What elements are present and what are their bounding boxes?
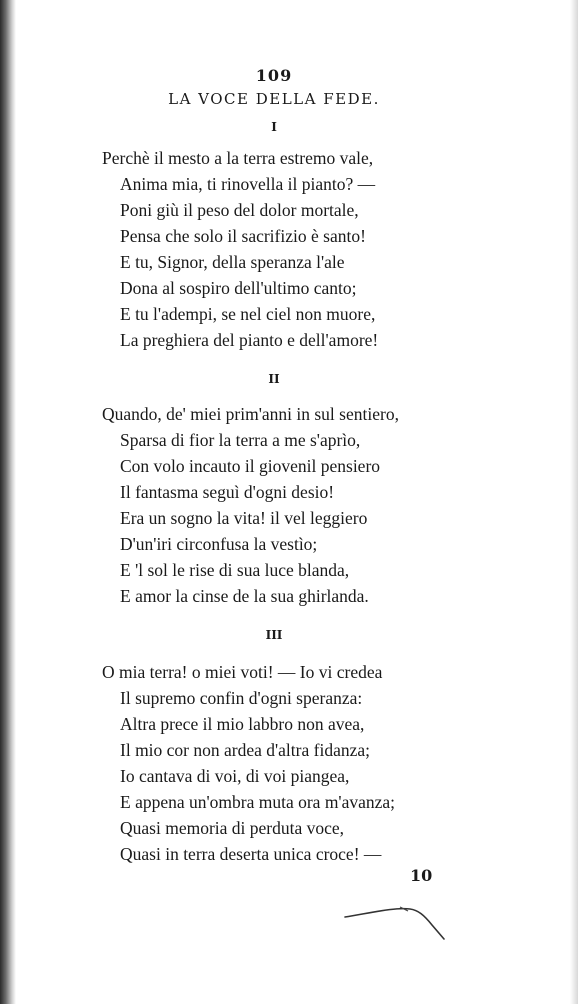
stanza-2-line-5: Era un sogno la vita! il vel leggiero	[120, 508, 368, 528]
stanza-1-line-3: Poni giù il peso del dolor mortale,	[120, 200, 359, 220]
stanza-3-line-6: E appena un'ombra muta ora m'avanza;	[120, 792, 396, 812]
stanza-3-line-3: Altra prece il mio labbro non avea,	[120, 714, 365, 734]
stanza-numeral-1: I	[271, 120, 277, 134]
stanza-numeral-2: II	[268, 372, 280, 386]
stanza-1-line-2: Anima mia, ti rinovella il pianto? —	[120, 174, 376, 194]
page-edge	[570, 0, 578, 1004]
stanza-1-line-5: E tu, Signor, della speranza l'ale	[120, 252, 345, 272]
poem-title: LA VOCE DELLA FEDE.	[168, 90, 380, 108]
stanza-3-line-2: Il supremo confin d'ogni speranza:	[120, 688, 363, 708]
stanza-1-line-1: Perchè il mesto a la terra estremo vale,	[102, 148, 374, 168]
stanza-2-line-3: Con volo incauto il giovenil pensiero	[120, 456, 381, 476]
page-number: 109	[255, 66, 293, 85]
stanza-2-line-1: Quando, de' miei prim'anni in sul sentiero,	[102, 404, 399, 424]
stanza-3-line-7: Quasi memoria di perduta voce,	[120, 818, 345, 838]
stanza-3-line-8: Quasi in terra deserta unica croce! —	[120, 844, 382, 864]
stanza-2-line-6: D'un'iri circonfusa la vestìo;	[120, 534, 318, 554]
stanza-3-line-1: O mia terra! o miei voti! — Io vi credea	[102, 662, 383, 682]
stanza-2-line-8: E amor la cinse de la sua ghirlanda.	[120, 586, 369, 606]
stanza-1-line-6: Dona al sospiro dell'ultimo canto;	[120, 278, 357, 298]
stanza-numeral-3: III	[265, 628, 283, 642]
stanza-1-line-4: Pensa che solo il sacrifizio è santo!	[120, 226, 366, 246]
stanza-2-line-7: E 'l sol le rise di sua luce blanda,	[120, 560, 350, 580]
stanza-2-line-4: Il fantasma seguì d'ogni desio!	[120, 482, 335, 502]
stanza-2-line-2: Sparsa di fior la terra a me s'aprìo,	[120, 430, 361, 450]
stanza-1-line-7: E tu l'adempi, se nel ciel non muore,	[120, 304, 376, 324]
stanza-3-line-5: Io cantava di voi, di voi piangea,	[120, 766, 350, 786]
stanza-1-line-8: La preghiera del pianto e dell'amore!	[120, 330, 379, 350]
pencil-scribble	[340, 895, 460, 955]
printer-signature-mark: 10	[410, 866, 433, 885]
stanza-3-line-4: Il mio cor non ardea d'altra fidanza;	[120, 740, 370, 760]
book-spine-shadow	[0, 0, 16, 1004]
